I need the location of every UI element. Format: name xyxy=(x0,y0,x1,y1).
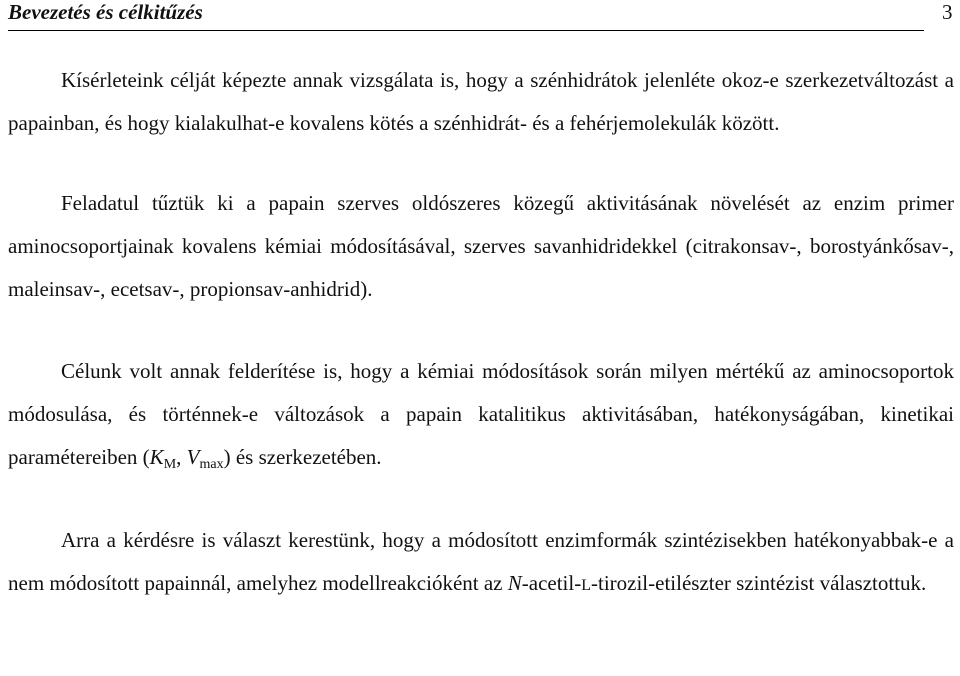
paragraph-4-text-before: Arra a kérdésre is választ kerestünk, hogy a módosított enzimformák szintézisekben hatékonyabbak-e a nem módosított papainnál, amelyhez modellreakcióként az xyxy=(8,528,954,595)
page-header xyxy=(8,0,953,31)
km-subscript: M xyxy=(163,457,177,472)
paragraph-2: Feladatul tűztük ki a papain szerves oldószeres közegű aktivitásának növelését az enzim primer aminocsoportjainak kovalens kémiai módosításával, szerves savanhidridekkel (citrakonsav-, borostyánkősav-, maleinsav-, ecetsav-, propionsav-anhidrid). xyxy=(8,191,954,301)
header-title: Bevezetés és célkitűzés xyxy=(8,0,203,24)
acetil-text: -acetil- xyxy=(521,571,582,595)
km-symbol: K xyxy=(149,445,164,469)
paragraph-4-text-after: -tirozil-etilészter szintézist választottuk. xyxy=(591,571,927,595)
vmax-symbol: V xyxy=(186,445,200,469)
n-italic: N xyxy=(507,571,522,595)
paragraph-3-text-after: ) és szerkezetében. xyxy=(223,445,382,469)
l-smallcap: L xyxy=(581,577,591,594)
page-number: 3 xyxy=(942,0,953,24)
paragraph-3-text-before: Célunk volt annak felderítése is, hogy a kémiai módosítások során milyen mértékű az aminocsoportok módosulása, és történnek-e változások a papain katalitikus aktivitásában, hatékonyságában, kinetikai paramétereiben ( xyxy=(8,359,954,469)
paragraph-4 xyxy=(8,519,954,607)
document-page xyxy=(8,0,954,607)
paragraph-3-comma: , xyxy=(176,445,187,469)
paragraph-1: Kísérleteink célját képezte annak vizsgálata is, hogy a szénhidrátok jelenléte okoz-e szerkezetváltozást a papainban, és hogy kialakulhat-e kovalens kötés a szénhidrát- és a fehérjemolekulák között. xyxy=(8,68,954,135)
paragraph-3 xyxy=(8,350,954,479)
vmax-subscript: max xyxy=(199,457,224,472)
